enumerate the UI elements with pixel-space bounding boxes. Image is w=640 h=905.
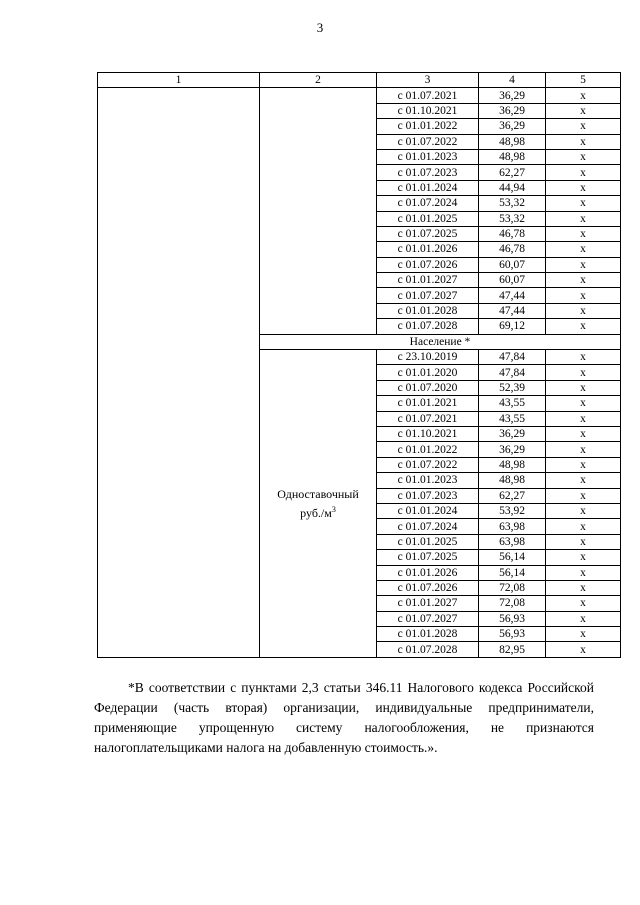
mark-cell: х [546, 642, 621, 657]
value-cell: 63,98 [479, 519, 546, 534]
mark-cell: х [546, 396, 621, 411]
mark-cell: х [546, 103, 621, 118]
mark-cell: х [546, 288, 621, 303]
header-col-3: 3 [377, 73, 479, 88]
date-cell: с 01.07.2028 [377, 642, 479, 657]
value-cell: 52,39 [479, 380, 546, 395]
table-header-row [98, 73, 621, 88]
value-cell: 56,93 [479, 611, 546, 626]
value-cell: 36,29 [479, 426, 546, 441]
mark-cell: х [546, 580, 621, 595]
mark-cell: х [546, 242, 621, 257]
value-cell: 47,84 [479, 365, 546, 380]
page-number: 3 [316, 20, 324, 35]
date-cell: с 01.07.2025 [377, 226, 479, 241]
section-header-population: Население * [260, 334, 621, 349]
header-col-5: 5 [546, 73, 621, 88]
value-cell: 69,12 [479, 319, 546, 334]
value-cell: 48,98 [479, 457, 546, 472]
date-cell: с 01.01.2022 [377, 442, 479, 457]
tariff-unit-text: руб./м [300, 505, 332, 520]
value-cell: 43,55 [479, 411, 546, 426]
mark-cell: х [546, 611, 621, 626]
header-col-2: 2 [260, 73, 377, 88]
mark-cell: х [546, 411, 621, 426]
blank-col-2-cell [260, 88, 377, 334]
value-cell: 36,29 [479, 119, 546, 134]
date-cell: с 01.07.2021 [377, 88, 479, 103]
date-cell: с 01.01.2024 [377, 503, 479, 518]
date-cell: с 01.01.2027 [377, 273, 479, 288]
date-cell: с 01.07.2022 [377, 134, 479, 149]
tariff-unit-label [263, 502, 373, 521]
value-cell: 60,07 [479, 257, 546, 272]
date-cell: с 01.01.2027 [377, 596, 479, 611]
date-cell: с 01.07.2026 [377, 257, 479, 272]
value-cell: 47,44 [479, 303, 546, 318]
mark-cell: х [546, 88, 621, 103]
value-cell: 44,94 [479, 180, 546, 195]
date-cell: с 23.10.2019 [377, 350, 479, 365]
mark-cell: х [546, 503, 621, 518]
date-cell: с 01.01.2021 [377, 396, 479, 411]
date-cell: с 01.07.2028 [377, 319, 479, 334]
mark-cell: х [546, 473, 621, 488]
value-cell: 36,29 [479, 88, 546, 103]
value-cell: 36,29 [479, 103, 546, 118]
table-row [98, 88, 621, 103]
value-cell: 56,93 [479, 627, 546, 642]
date-cell: с 01.01.2026 [377, 242, 479, 257]
value-cell: 47,44 [479, 288, 546, 303]
date-cell: с 01.01.2020 [377, 365, 479, 380]
date-cell: с 01.07.2027 [377, 611, 479, 626]
value-cell: 62,27 [479, 488, 546, 503]
date-cell: с 01.07.2024 [377, 196, 479, 211]
value-cell: 60,07 [479, 273, 546, 288]
value-cell: 53,92 [479, 503, 546, 518]
mark-cell: х [546, 149, 621, 164]
date-cell: с 01.10.2021 [377, 103, 479, 118]
date-cell: с 01.07.2023 [377, 488, 479, 503]
value-cell: 72,08 [479, 596, 546, 611]
mark-cell: х [546, 426, 621, 441]
value-cell: 62,27 [479, 165, 546, 180]
footnote-text: *В соответствии с пунктами 2,3 статьи 346.11 Налогового кодекса Российской Федерации (часть вторая) организации, индивидуальные предприниматели, применяющие упрощенную систему налогообложения, не признаются налогоплательщиками налога на добавленную стоимость.». [94, 679, 594, 755]
date-cell: с 01.07.2020 [377, 380, 479, 395]
value-cell: 46,78 [479, 226, 546, 241]
date-cell: с 01.01.2025 [377, 211, 479, 226]
mark-cell: х [546, 550, 621, 565]
value-cell: 82,95 [479, 642, 546, 657]
blank-col-1-cell [98, 88, 260, 657]
mark-cell: х [546, 196, 621, 211]
mark-cell: х [546, 180, 621, 195]
mark-cell: х [546, 273, 621, 288]
tariff-table [97, 72, 621, 658]
mark-cell: х [546, 303, 621, 318]
date-cell: с 01.07.2023 [377, 165, 479, 180]
date-cell: с 01.07.2021 [377, 411, 479, 426]
mark-cell: х [546, 350, 621, 365]
mark-cell: х [546, 442, 621, 457]
date-cell: с 01.01.2022 [377, 119, 479, 134]
mark-cell: х [546, 534, 621, 549]
value-cell: 47,84 [479, 350, 546, 365]
mark-cell: х [546, 519, 621, 534]
mark-cell: х [546, 457, 621, 472]
mark-cell: х [546, 165, 621, 180]
mark-cell: х [546, 365, 621, 380]
tariff-type-cell [260, 350, 377, 658]
date-cell: с 01.07.2024 [377, 519, 479, 534]
value-cell: 48,98 [479, 134, 546, 149]
mark-cell: х [546, 627, 621, 642]
date-cell: с 01.07.2027 [377, 288, 479, 303]
date-cell: с 01.07.2022 [377, 457, 479, 472]
tariff-type-label: Одноставочный [277, 486, 359, 501]
mark-cell: х [546, 565, 621, 580]
value-cell: 53,32 [479, 196, 546, 211]
value-cell: 43,55 [479, 396, 546, 411]
date-cell: с 01.01.2024 [377, 180, 479, 195]
date-cell: с 01.01.2028 [377, 303, 479, 318]
mark-cell: х [546, 134, 621, 149]
mark-cell: х [546, 488, 621, 503]
date-cell: с 01.07.2026 [377, 580, 479, 595]
date-cell: с 01.07.2025 [377, 550, 479, 565]
mark-cell: х [546, 211, 621, 226]
value-cell: 46,78 [479, 242, 546, 257]
mark-cell: х [546, 257, 621, 272]
header-col-1: 1 [98, 73, 260, 88]
header-col-4: 4 [479, 73, 546, 88]
value-cell: 72,08 [479, 580, 546, 595]
value-cell: 63,98 [479, 534, 546, 549]
tariff-unit-superscript: 3 [331, 504, 336, 514]
tariff-table-body [98, 73, 621, 658]
value-cell: 53,32 [479, 211, 546, 226]
mark-cell: х [546, 380, 621, 395]
date-cell: с 01.01.2026 [377, 565, 479, 580]
mark-cell: х [546, 226, 621, 241]
mark-cell: х [546, 319, 621, 334]
value-cell: 48,98 [479, 473, 546, 488]
date-cell: с 01.10.2021 [377, 426, 479, 441]
mark-cell: х [546, 119, 621, 134]
date-cell: с 01.01.2023 [377, 149, 479, 164]
value-cell: 56,14 [479, 550, 546, 565]
date-cell: с 01.01.2028 [377, 627, 479, 642]
value-cell: 48,98 [479, 149, 546, 164]
value-cell: 36,29 [479, 442, 546, 457]
date-cell: с 01.01.2023 [377, 473, 479, 488]
mark-cell: х [546, 596, 621, 611]
date-cell: с 01.01.2025 [377, 534, 479, 549]
value-cell: 56,14 [479, 565, 546, 580]
